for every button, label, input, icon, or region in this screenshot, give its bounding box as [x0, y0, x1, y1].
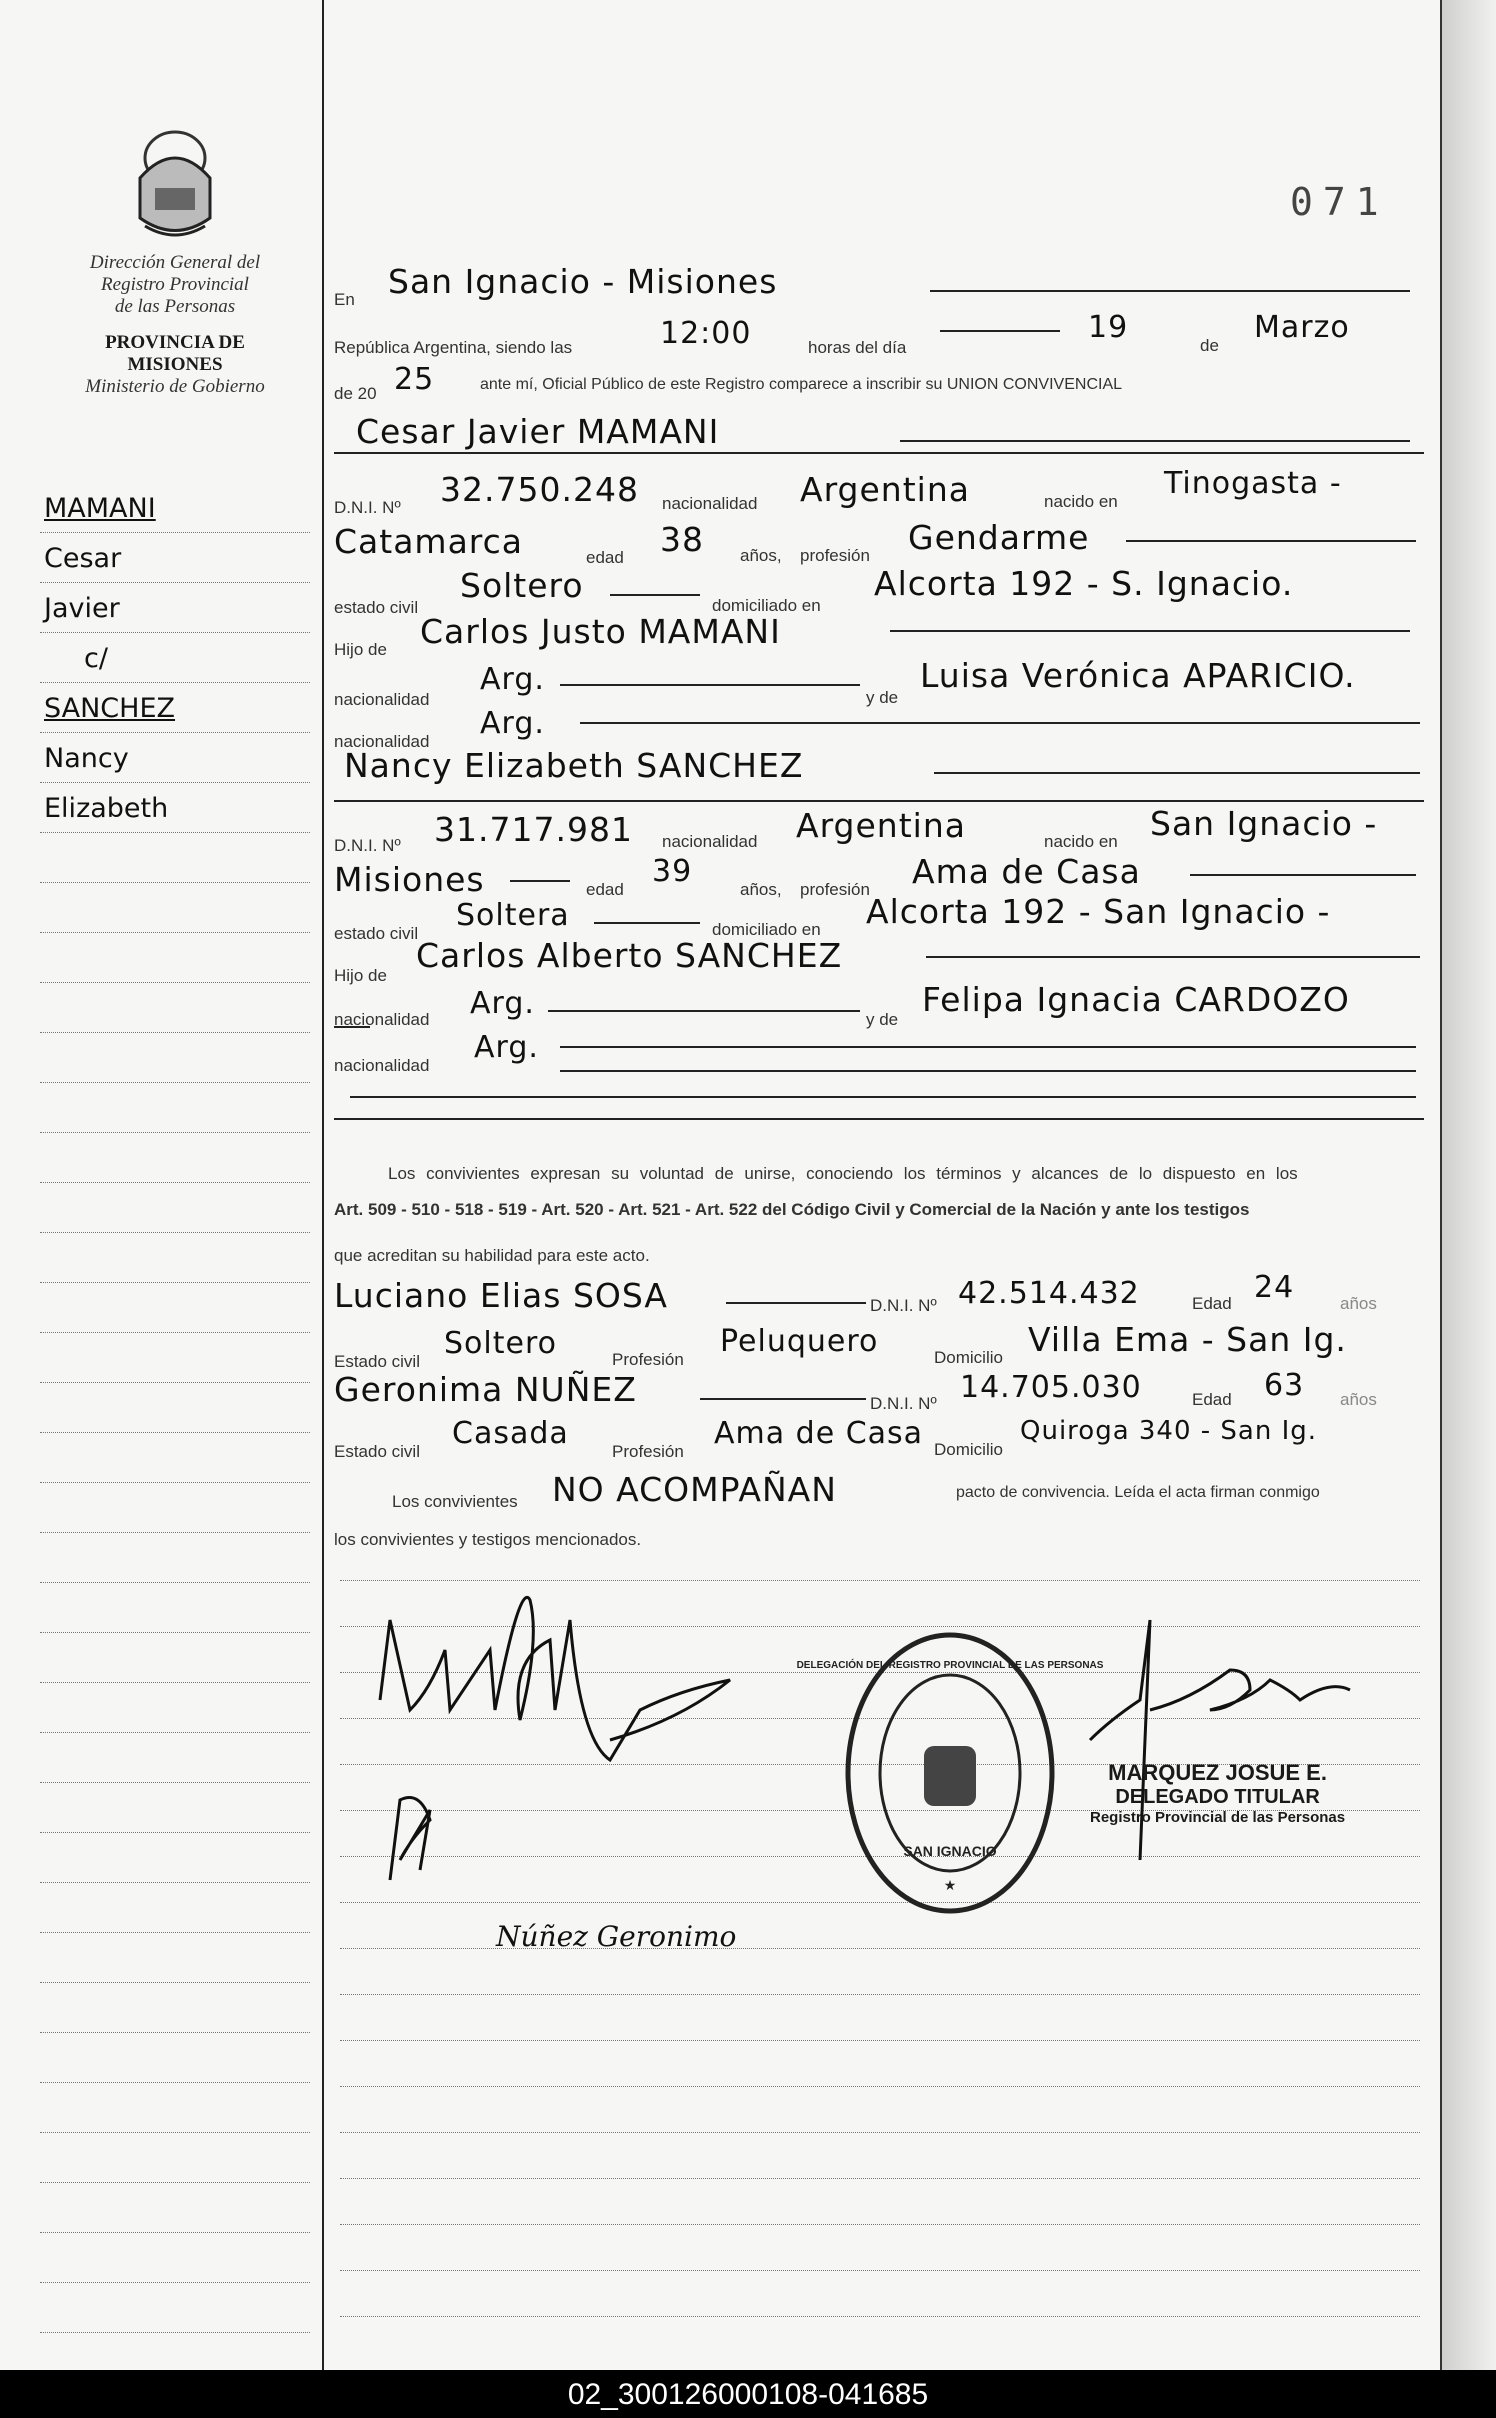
margin-dotted-line: [40, 1432, 310, 1433]
header-line-2: Registro Provincial: [101, 274, 249, 295]
fill-rule: [580, 722, 1420, 724]
w1-profesion: Peluquero: [720, 1324, 879, 1359]
margin-dotted-line: [40, 2082, 310, 2083]
anos-label: años: [1340, 1390, 1377, 1409]
estado-civil-label: Estado civil: [334, 1442, 420, 1461]
dni-label: D.N.I. Nº: [870, 1296, 937, 1315]
p2-madre: Felipa Ignacia CARDOZO: [922, 980, 1350, 1019]
margin-dotted-line: [40, 1682, 310, 1683]
p2-profesion: Ama de Casa: [912, 852, 1141, 891]
body-dotted-line: [340, 2224, 1420, 2225]
nacionalidad-label: nacionalidad: [334, 1056, 430, 1075]
en-label: En: [334, 290, 355, 309]
margin-dotted-line: [40, 1182, 310, 1183]
stamp-ring-text: DELEGACIÓN DEL REGISTRO PROVINCIAL DE LAS PERSONAS: [796, 1660, 1104, 1671]
margin-name: c/: [84, 643, 108, 674]
margin-dotted-line: [40, 1282, 310, 1283]
nacionalidad-label: nacionalidad: [334, 732, 430, 751]
edad-label: edad: [586, 880, 624, 899]
p2-padre: Carlos Alberto SANCHEZ: [416, 936, 843, 975]
p2-padre-nac: Arg.: [470, 986, 535, 1021]
stamp-star: ★: [943, 1877, 957, 1893]
p1-edad: 38: [660, 520, 704, 559]
dni-label: D.N.I. Nº: [870, 1394, 937, 1413]
footer-code: 02_300126000108-041685: [567, 2378, 929, 2411]
p1-nacido-1: Tinogasta -: [1164, 466, 1342, 501]
month-value: Marzo: [1254, 310, 1350, 345]
p1-madre-nac: Arg.: [480, 706, 545, 741]
delegado-title: DELEGADO TITULAR: [1115, 1786, 1320, 1808]
margin-dotted-line: [40, 1882, 310, 1883]
witness1-name: Luciano Elias SOSA: [334, 1276, 668, 1315]
margin-dotted-line: [40, 932, 310, 933]
stamp-center-text: SAN IGNACIO: [903, 1843, 997, 1859]
fill-rule: [350, 1096, 1416, 1098]
body-dotted-line: [340, 1994, 1420, 1995]
p2-nacionalidad: Argentina: [796, 806, 966, 845]
separator: [334, 800, 1424, 802]
w2-domicilio: Quiroga 340 - San Ig.: [1020, 1416, 1318, 1446]
fill-rule: [1190, 874, 1416, 876]
margin-dotted-line: [40, 582, 310, 583]
fill-rule: [900, 440, 1410, 442]
nacionalidad-label: nacionalidad: [662, 494, 758, 513]
p1-estado-civil: Soltero: [460, 566, 584, 605]
separator: [334, 1118, 1424, 1120]
fill-rule: [934, 772, 1420, 774]
estado-civil-label: estado civil: [334, 598, 419, 617]
body-dotted-line: [340, 2040, 1420, 2041]
page-shadow: [1442, 0, 1496, 2370]
time-value: 12:00: [660, 316, 752, 351]
p2-domicilio: Alcorta 192 - San Ignacio -: [866, 892, 1331, 931]
year-value: 25: [394, 362, 435, 397]
margin-name: Nancy: [44, 743, 129, 774]
margin-dotted-line: [40, 532, 310, 533]
w1-domicilio: Villa Ema - San Ig.: [1028, 1320, 1347, 1359]
margin-dotted-line: [40, 982, 310, 983]
hijo-de-label: Hijo de: [334, 640, 387, 659]
fill-rule: [1126, 540, 1416, 542]
p1-padre: Carlos Justo MAMANI: [420, 612, 781, 651]
anos-label: años: [1340, 1294, 1377, 1313]
margin-dotted-line: [40, 1932, 310, 1933]
fill-rule: [334, 1026, 370, 1028]
ministry-line: Ministerio de Gobierno: [85, 376, 265, 397]
dni-label: D.N.I. Nº: [334, 836, 401, 855]
margin-dotted-line: [40, 1482, 310, 1483]
hijo-de-label: Hijo de: [334, 966, 387, 985]
p1-madre: Luisa Verónica APARICIO.: [920, 656, 1356, 695]
w1-dni: 42.514.432: [958, 1276, 1140, 1311]
margin-name: Javier: [44, 593, 120, 624]
domiciliado-label: domiciliado en: [712, 596, 821, 615]
delegado-stamp: [1090, 1760, 1345, 1826]
header-line-1: Dirección General del: [89, 252, 261, 273]
nacionalidad-label: nacionalidad: [334, 1010, 430, 1029]
domicilio-label: Domicilio: [934, 1348, 1003, 1367]
province-line-2: MISIONES: [127, 354, 223, 375]
margin-dotted-line: [40, 2232, 310, 2233]
profesion-label: profesión: [800, 880, 870, 899]
body-dotted-line: [340, 2270, 1420, 2271]
fill-rule: [594, 922, 700, 924]
edad-label: edad: [586, 548, 624, 567]
margin-dotted-line: [40, 1632, 310, 1633]
dni-label: D.N.I. Nº: [334, 498, 401, 517]
p2-nacido-1: San Ignacio -: [1150, 804, 1378, 843]
pacto-value: NO ACOMPAÑAN: [552, 1470, 837, 1509]
de-label: de: [1200, 336, 1219, 355]
estado-civil-label: estado civil: [334, 924, 419, 943]
province-line-1: PROVINCIA DE: [105, 332, 245, 353]
nacido-label: nacido en: [1044, 832, 1118, 851]
separator: [334, 452, 1424, 454]
margin-dotted-line: [40, 2332, 310, 2333]
nacionalidad-label: nacionalidad: [662, 832, 758, 851]
margin-dotted-line: [40, 732, 310, 733]
margin-dotted-line: [40, 632, 310, 633]
margin-dotted-line: [40, 2282, 310, 2283]
anos-label: años,: [740, 880, 782, 899]
place-value: San Ignacio - Misiones: [388, 262, 778, 301]
margin-dotted-line: [40, 1082, 310, 1083]
margin-dotted-line: [40, 1032, 310, 1033]
delegado-name: MARQUEZ JOSUE E.: [1108, 1760, 1327, 1785]
fill-rule: [926, 956, 1420, 958]
estado-civil-label: Estado civil: [334, 1352, 420, 1371]
margin-dotted-line: [40, 1982, 310, 1983]
header-line-3: de las Personas: [114, 296, 236, 317]
body-dotted-line: [340, 2178, 1420, 2179]
margin-name: SANCHEZ: [44, 693, 176, 724]
pacto-text: pacto de convivencia. Leída el acta firman conmigo: [956, 1484, 1320, 1501]
body-dotted-line: [340, 2086, 1420, 2087]
margin-name: Elizabeth: [44, 793, 169, 824]
margin-dotted-line: [40, 782, 310, 783]
official-stamp-icon: [796, 1628, 1104, 1918]
convivientes-label: Los convivientes: [392, 1492, 518, 1511]
p1-domicilio: Alcorta 192 - S. Ignacio.: [874, 564, 1294, 603]
margin-dotted-line: [40, 1132, 310, 1133]
margin-dotted-line: [40, 1782, 310, 1783]
paragraph-line-2: Art. 509 - 510 - 518 - 519 - Art. 520 - Art. 521 - Art. 522 del Código Civil y Comercial de la Nación y ante los testigos: [334, 1200, 1250, 1219]
person2-name: Nancy Elizabeth SANCHEZ: [344, 746, 804, 785]
margin-dotted-line: [40, 832, 310, 833]
fill-rule: [548, 1010, 860, 1012]
edad-label: Edad: [1192, 1294, 1232, 1313]
margin-dotted-line: [40, 1382, 310, 1383]
domiciliado-label: domiciliado en: [712, 920, 821, 939]
p2-nacido-2: Misiones: [334, 860, 485, 899]
margin-dotted-line: [40, 2032, 310, 2033]
fill-rule: [890, 630, 1410, 632]
w2-edad: 63: [1264, 1368, 1305, 1403]
folio-number: 071: [1290, 180, 1389, 224]
body-dotted-line: [340, 2132, 1420, 2133]
margin-dotted-line: [40, 882, 310, 883]
p2-estado-civil: Soltera: [456, 898, 570, 933]
republica-label: República Argentina, siendo las: [334, 338, 573, 357]
fill-rule: [560, 1070, 1416, 1072]
w1-edad: 24: [1254, 1270, 1295, 1305]
fill-rule: [610, 594, 700, 596]
margin-dotted-line: [40, 682, 310, 683]
person1-name: Cesar Javier MAMANI: [356, 412, 720, 451]
registry-header: [40, 252, 310, 398]
scan-footer: [0, 2370, 1496, 2418]
paragraph-line-3: que acreditan su habilidad para este acto.: [334, 1246, 650, 1265]
margin-dotted-line: [40, 2132, 310, 2133]
p2-edad: 39: [652, 854, 693, 889]
delegado-office: Registro Provincial de las Personas: [1090, 1809, 1346, 1826]
year-prefix: de 20: [334, 384, 377, 403]
p2-madre-nac: Arg.: [474, 1030, 539, 1065]
edad-label: Edad: [1192, 1390, 1232, 1409]
day-value: 19: [1088, 310, 1129, 345]
w2-estado-civil: Casada: [452, 1416, 569, 1451]
domicilio-label: Domicilio: [934, 1440, 1003, 1459]
witness2-name: Geronima NUÑEZ: [334, 1370, 637, 1409]
margin-dotted-line: [40, 1532, 310, 1533]
w1-estado-civil: Soltero: [444, 1326, 557, 1361]
y-de-label: y de: [866, 1010, 899, 1029]
fill-rule: [560, 684, 860, 686]
nacionalidad-label: nacionalidad: [334, 690, 430, 709]
margin-dotted-line: [40, 1582, 310, 1583]
fill-rule: [940, 330, 1060, 332]
margin-name: Cesar: [44, 543, 122, 574]
fill-rule: [560, 1046, 1416, 1048]
profesion-label: profesión: [800, 546, 870, 565]
w2-dni: 14.705.030: [960, 1370, 1142, 1405]
fill-rule: [510, 880, 570, 882]
fill-rule: [930, 290, 1410, 292]
w2-profesion: Ama de Casa: [714, 1416, 924, 1451]
body-dotted-line: [340, 2316, 1420, 2317]
profesion-label: Profesión: [612, 1442, 684, 1461]
handwritten-signature-text: Núñez Geronimo: [496, 1920, 737, 1953]
margin-name: MAMANI: [44, 493, 156, 524]
fill-rule: [726, 1302, 866, 1304]
margin-dotted-line: [40, 1832, 310, 1833]
margin-dotted-line: [40, 2182, 310, 2183]
horas-label: horas del día: [808, 338, 907, 357]
comparece-text: ante mí, Oficial Público de este Registro comparece a inscribir su UNION CONVIVENCIAL: [480, 376, 1123, 393]
p1-nacido-2: Catamarca: [334, 522, 524, 561]
p1-profesion: Gendarme: [908, 518, 1090, 557]
p1-padre-nac: Arg.: [480, 662, 545, 697]
anos-label: años,: [740, 546, 782, 565]
nacido-label: nacido en: [1044, 492, 1118, 511]
p1-nacionalidad: Argentina: [800, 470, 970, 509]
profesion-label: Profesión: [612, 1350, 684, 1369]
fill-rule: [700, 1398, 866, 1400]
margin-dotted-line: [40, 1332, 310, 1333]
closing-text: los convivientes y testigos mencionados.: [334, 1530, 642, 1549]
provincial-seal-icon: [120, 118, 230, 248]
p1-dni: 32.750.248: [440, 470, 639, 509]
p2-dni: 31.717.981: [434, 810, 633, 849]
margin-dotted-line: [40, 1732, 310, 1733]
y-de-label: y de: [866, 688, 899, 707]
paragraph-line-1: Los convivientes expresan su voluntad de unirse, conociendo los términos y alcances de lo dispuesto en los: [388, 1164, 1298, 1183]
margin-dotted-line: [40, 1232, 310, 1233]
